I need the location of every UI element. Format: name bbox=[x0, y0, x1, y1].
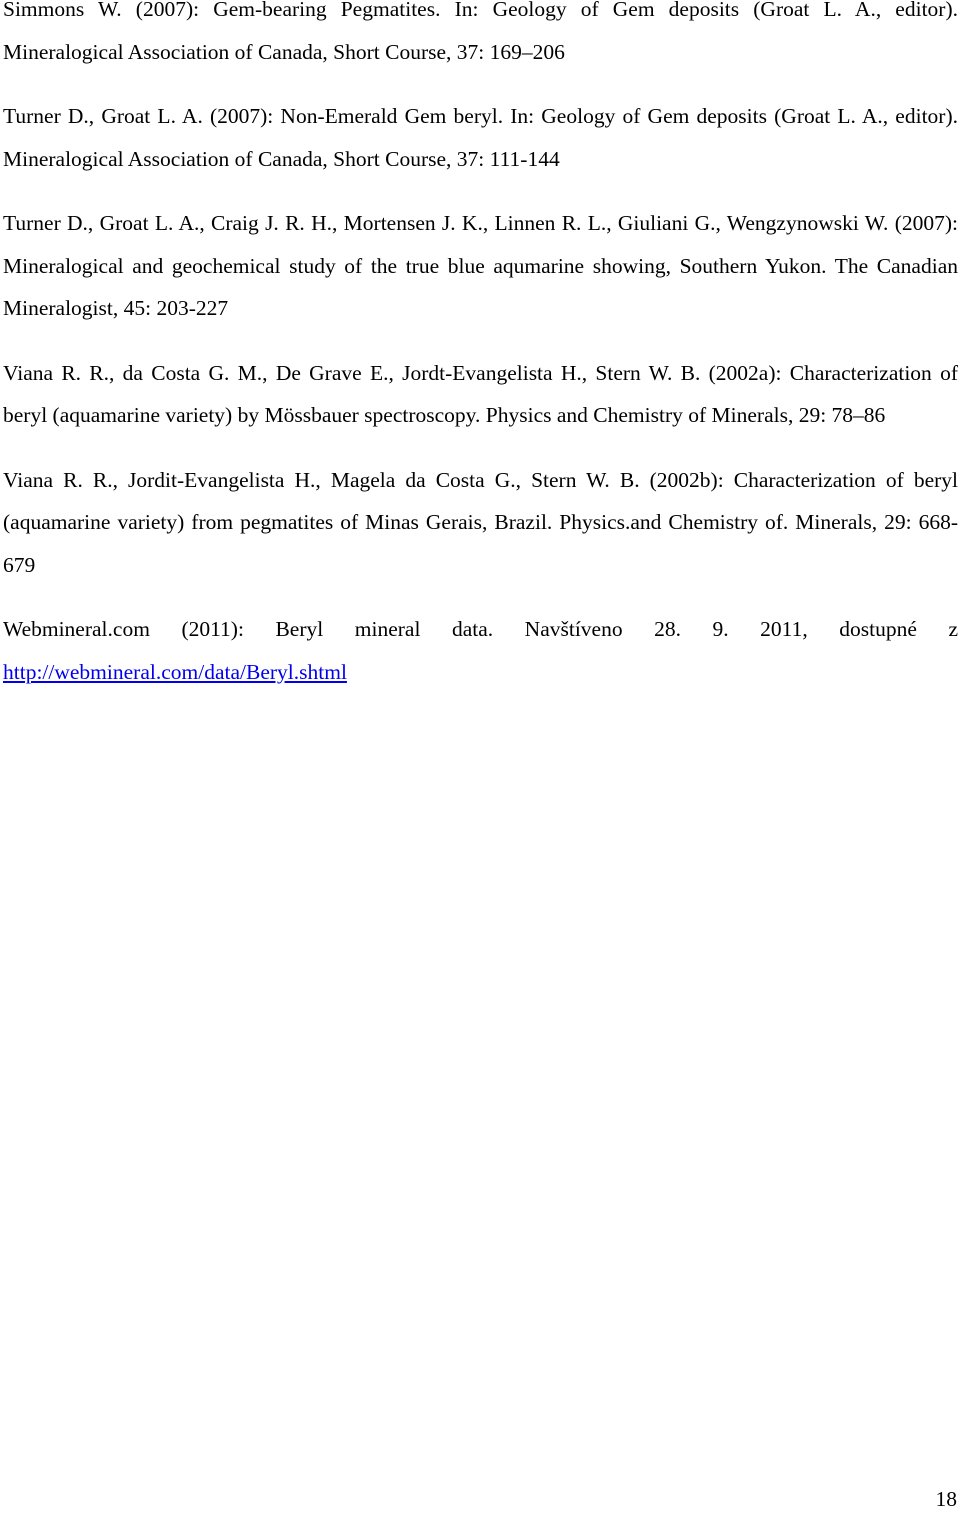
reference-webmineral-text: Webmineral.com (2011): Beryl mineral data. Navštíveno 28. 9. 2011, dostupné z bbox=[3, 617, 958, 641]
page-number: 18 bbox=[935, 1487, 957, 1511]
reference-viana-2002a: Viana R. R., da Costa G. M., De Grave E., Jordt-Evangelista H., Stern W. B. (2002a): Characterization of beryl (aquamarine variety) by Mössbauer spectroscopy. Physics and Chemistry of Minerals, 29: 78–86 bbox=[3, 360, 958, 427]
reference-viana-2002b: Viana R. R., Jordit-Evangelista H., Magela da Costa G., Stern W. B. (2002b): Characterization of beryl (aquamarine variety) from pegmatites of Minas Gerais, Brazil. Physics.and Chemistry of. Minerals, 29: 668-679 bbox=[3, 467, 958, 577]
reference-turner-groat-2007: Turner D., Groat L. A. (2007): Non-Emerald Gem beryl. In: Geology of Gem deposits (Groat L. A., editor). Mineralogical Association of Canada, Short Course, 37: 111-144 bbox=[3, 104, 958, 171]
reference-turner-et-al-2007: Turner D., Groat L. A., Craig J. R. H., Mortensen J. K., Linnen R. L., Giuliani G., Wengzynowski W. (2007): Mineralogical and geochemical study of the true blue aqumarine showing, Southern Yukon. The Canadian Mineralogist, 45: 203-227 bbox=[3, 211, 958, 320]
reference-webmineral-2011 bbox=[3, 608, 958, 693]
reference-simmons-2007: Simmons W. (2007): Gem-bearing Pegmatites. In: Geology of Gem deposits (Groat L. A., editor). Mineralogical Association of Canada, Short Course, 37: 169–206 bbox=[3, 0, 958, 64]
reference-list bbox=[3, 0, 958, 715]
webmineral-link[interactable]: http://webmineral.com/data/Beryl.shtml bbox=[3, 659, 347, 684]
